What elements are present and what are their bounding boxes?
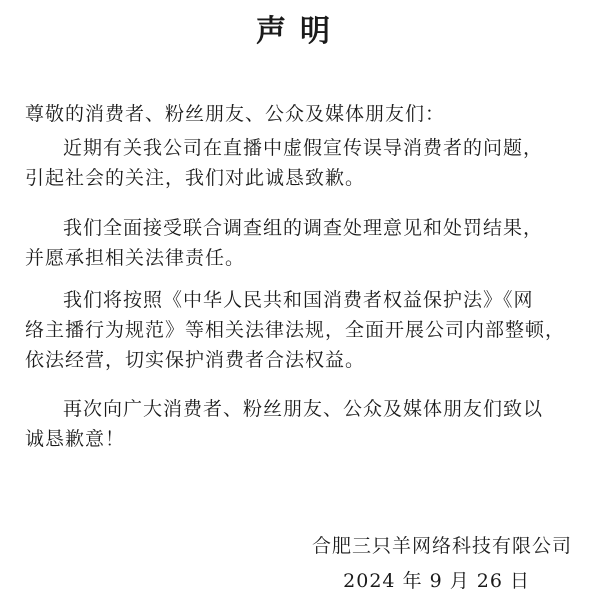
paragraph-rectification <box>25 285 585 375</box>
paragraph-line: 引起社会的关注，我们对此诚恳致歉。 <box>25 167 366 189</box>
paragraph-line: 我们全面接受联合调查组的调查处理意见和处罚结果， <box>63 217 544 239</box>
paragraph-acceptance <box>25 213 585 273</box>
signature-company: 合肥三只羊网络科技有限公司 <box>311 535 572 557</box>
paragraph-line: 再次向广大消费者、粉丝朋友、公众及媒体朋友们致以 <box>63 398 544 420</box>
paragraph-apology <box>25 133 585 193</box>
paragraph-line: 络主播行为规范》等相关法律法规，全面开展公司内部整顿， <box>25 319 566 341</box>
paragraph-line: 近期有关我公司在直播中虚假宣传误导消费者的问题， <box>63 137 544 159</box>
salutation: 尊敬的消费者、粉丝朋友、公众及媒体朋友们： <box>25 103 446 125</box>
paragraph-line: 我们将按照《中华人民共和国消费者权益保护法》《网 <box>63 289 534 311</box>
document-title: 声明 <box>256 14 344 49</box>
paragraph-line: 诚恳歉意！ <box>25 428 126 450</box>
paragraph-closing <box>25 394 585 454</box>
paragraph-line: 依法经营，切实保护消费者合法权益。 <box>25 349 366 371</box>
paragraph-line: 并愿承担相关法律责任。 <box>25 247 246 269</box>
signature-date: 2024 年 9 月 26 日 <box>343 570 530 592</box>
